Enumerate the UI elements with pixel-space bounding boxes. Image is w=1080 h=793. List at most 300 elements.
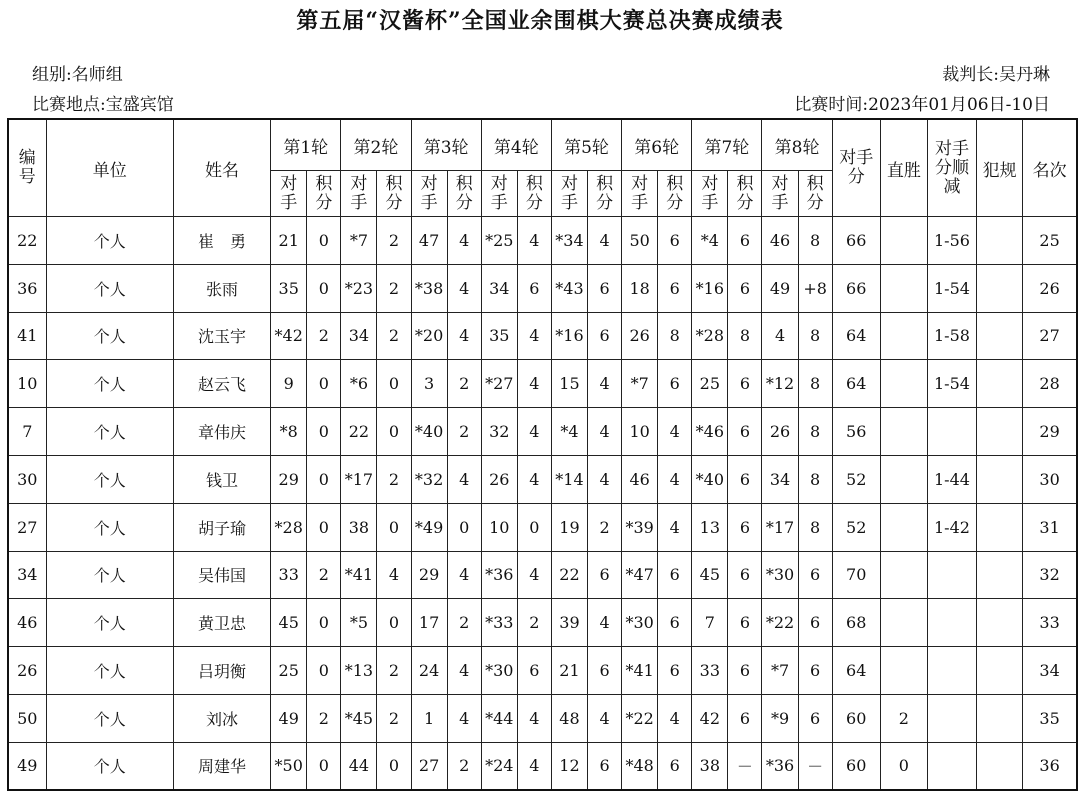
cell-round-6-opponent: *7 <box>622 360 658 408</box>
cell-round-3-points: 4 <box>447 264 481 312</box>
cell-round-7-opponent: 13 <box>692 503 728 551</box>
cell-name: 刘冰 <box>173 694 270 742</box>
table-row <box>8 599 1077 647</box>
cell-round-6-opponent: *41 <box>622 647 658 695</box>
header-round-6-points: 积 分 <box>658 171 692 217</box>
cell-round-5-points: 4 <box>588 455 622 503</box>
table-row <box>8 264 1077 312</box>
cell-round-3-opponent: 3 <box>411 360 447 408</box>
cell-round-4-opponent: *25 <box>481 217 517 265</box>
cell-round-6-opponent: *47 <box>622 551 658 599</box>
cell-round-5-points: 6 <box>588 647 622 695</box>
cell-opponent-tiebreak: 1-42 <box>927 503 976 551</box>
cell-round-1-opponent: 25 <box>271 647 307 695</box>
cell-round-7-points: － <box>728 742 762 790</box>
cell-round-6-points: 6 <box>658 264 692 312</box>
table-row <box>8 360 1077 408</box>
cell-round-1-opponent: 35 <box>271 264 307 312</box>
cell-round-1-points: 2 <box>307 551 341 599</box>
cell-round-2-opponent: *7 <box>341 217 377 265</box>
cell-round-4-opponent: *36 <box>481 551 517 599</box>
cell-round-6-points: 4 <box>658 503 692 551</box>
cell-round-5-opponent: 19 <box>551 503 587 551</box>
header-opponent-score: 对手 分 <box>832 119 880 217</box>
cell-name: 周建华 <box>173 742 270 790</box>
cell-round-1-opponent: 9 <box>271 360 307 408</box>
cell-name: 章伟庆 <box>173 408 270 456</box>
cell-foul <box>977 408 1023 456</box>
cell-round-2-points: 2 <box>377 264 411 312</box>
cell-opponent-tiebreak: 1-56 <box>927 217 976 265</box>
cell-round-8-points: 6 <box>798 647 832 695</box>
cell-round-4-points: 4 <box>517 742 551 790</box>
cell-unit: 个人 <box>46 264 173 312</box>
cell-round-2-points: 2 <box>377 694 411 742</box>
cell-round-8-points: 6 <box>798 599 832 647</box>
table-row <box>8 694 1077 742</box>
cell-round-2-points: 2 <box>377 455 411 503</box>
cell-round-6-opponent: *48 <box>622 742 658 790</box>
cell-round-5-points: 4 <box>588 408 622 456</box>
cell-round-3-points: 4 <box>447 694 481 742</box>
cell-round-7-points: 6 <box>728 694 762 742</box>
cell-round-4-points: 4 <box>517 312 551 360</box>
header-round-6: 第6轮 <box>622 119 692 171</box>
cell-round-8-opponent: 26 <box>762 408 798 456</box>
header-round-5-points: 积 分 <box>588 171 622 217</box>
header-round-5-opponent: 对 手 <box>551 171 587 217</box>
cell-rank: 25 <box>1023 217 1077 265</box>
cell-name: 崔 勇 <box>173 217 270 265</box>
cell-unit: 个人 <box>46 694 173 742</box>
header-round-4-opponent: 对 手 <box>481 171 517 217</box>
cell-round-5-opponent: *16 <box>551 312 587 360</box>
cell-round-7-opponent: *28 <box>692 312 728 360</box>
cell-round-1-points: 0 <box>307 360 341 408</box>
cell-round-5-opponent: 39 <box>551 599 587 647</box>
cell-round-8-opponent: *17 <box>762 503 798 551</box>
cell-number: 22 <box>8 217 46 265</box>
time-label: 比赛时间:2023年01月06日-10日 <box>794 95 1050 115</box>
cell-round-1-opponent: *8 <box>271 408 307 456</box>
cell-round-8-points: 8 <box>798 503 832 551</box>
cell-round-4-opponent: 32 <box>481 408 517 456</box>
cell-unit: 个人 <box>46 360 173 408</box>
cell-unit: 个人 <box>46 647 173 695</box>
header-rank: 名次 <box>1023 119 1077 217</box>
cell-round-6-opponent: 46 <box>622 455 658 503</box>
cell-round-8-opponent: 49 <box>762 264 798 312</box>
cell-round-1-points: 0 <box>307 217 341 265</box>
cell-round-2-points: 0 <box>377 360 411 408</box>
cell-head-to-head <box>880 455 927 503</box>
cell-round-2-points: 0 <box>377 408 411 456</box>
cell-head-to-head: 2 <box>880 694 927 742</box>
cell-round-5-points: 4 <box>588 599 622 647</box>
table-row <box>8 551 1077 599</box>
cell-round-2-opponent: *13 <box>341 647 377 695</box>
cell-round-7-points: 8 <box>728 312 762 360</box>
cell-rank: 36 <box>1023 742 1077 790</box>
cell-round-6-points: 6 <box>658 742 692 790</box>
cell-round-5-opponent: 15 <box>551 360 587 408</box>
header-round-3: 第3轮 <box>411 119 481 171</box>
cell-round-7-opponent: 25 <box>692 360 728 408</box>
cell-round-3-points: 4 <box>447 217 481 265</box>
cell-round-3-opponent: *38 <box>411 264 447 312</box>
cell-name: 吕玥衡 <box>173 647 270 695</box>
table-row <box>8 217 1077 265</box>
cell-opponent-score: 70 <box>832 551 880 599</box>
header-head-to-head: 直胜 <box>880 119 927 217</box>
cell-opponent-score: 56 <box>832 408 880 456</box>
cell-round-5-opponent: *43 <box>551 264 587 312</box>
cell-round-3-points: 2 <box>447 408 481 456</box>
cell-round-7-points: 6 <box>728 360 762 408</box>
cell-name: 黄卫忠 <box>173 599 270 647</box>
cell-round-8-opponent: *22 <box>762 599 798 647</box>
cell-head-to-head <box>880 312 927 360</box>
cell-head-to-head <box>880 599 927 647</box>
cell-name: 赵云飞 <box>173 360 270 408</box>
cell-unit: 个人 <box>46 599 173 647</box>
cell-round-4-opponent: 10 <box>481 503 517 551</box>
cell-round-6-points: 6 <box>658 551 692 599</box>
cell-number: 10 <box>8 360 46 408</box>
cell-round-7-points: 6 <box>728 599 762 647</box>
cell-foul <box>977 264 1023 312</box>
cell-round-8-points: 8 <box>798 455 832 503</box>
cell-foul <box>977 312 1023 360</box>
cell-round-7-opponent: *4 <box>692 217 728 265</box>
cell-round-7-points: 6 <box>728 264 762 312</box>
cell-round-3-points: 4 <box>447 312 481 360</box>
cell-round-4-points: 4 <box>517 217 551 265</box>
header-number: 编 号 <box>8 119 46 217</box>
cell-round-4-opponent: 34 <box>481 264 517 312</box>
cell-opponent-tiebreak: 1-44 <box>927 455 976 503</box>
header-foul: 犯规 <box>977 119 1023 217</box>
header-round-2-points: 积 分 <box>377 171 411 217</box>
cell-round-1-opponent: *28 <box>271 503 307 551</box>
cell-round-6-points: 4 <box>658 694 692 742</box>
cell-rank: 27 <box>1023 312 1077 360</box>
cell-head-to-head <box>880 503 927 551</box>
cell-round-2-points: 2 <box>377 312 411 360</box>
cell-foul <box>977 694 1023 742</box>
cell-round-5-points: 4 <box>588 360 622 408</box>
cell-round-2-points: 0 <box>377 503 411 551</box>
cell-round-6-points: 4 <box>658 408 692 456</box>
cell-name: 沈玉宇 <box>173 312 270 360</box>
cell-round-3-points: 2 <box>447 599 481 647</box>
cell-rank: 31 <box>1023 503 1077 551</box>
cell-round-2-opponent: *23 <box>341 264 377 312</box>
cell-number: 50 <box>8 694 46 742</box>
header-round-7-opponent: 对 手 <box>692 171 728 217</box>
cell-round-5-opponent: 48 <box>551 694 587 742</box>
cell-round-3-opponent: *20 <box>411 312 447 360</box>
cell-round-6-opponent: 50 <box>622 217 658 265</box>
cell-round-7-points: 6 <box>728 503 762 551</box>
cell-round-5-points: 2 <box>588 503 622 551</box>
header-round-3-opponent: 对 手 <box>411 171 447 217</box>
cell-round-8-opponent: 34 <box>762 455 798 503</box>
cell-opponent-tiebreak <box>927 599 976 647</box>
cell-round-6-points: 4 <box>658 455 692 503</box>
cell-rank: 35 <box>1023 694 1077 742</box>
table-row <box>8 647 1077 695</box>
cell-round-1-points: 0 <box>307 408 341 456</box>
cell-name: 吴伟国 <box>173 551 270 599</box>
table-row <box>8 312 1077 360</box>
cell-number: 36 <box>8 264 46 312</box>
cell-round-3-points: 4 <box>447 551 481 599</box>
cell-round-2-opponent: 38 <box>341 503 377 551</box>
table-row <box>8 455 1077 503</box>
cell-round-8-opponent: *30 <box>762 551 798 599</box>
cell-unit: 个人 <box>46 312 173 360</box>
cell-round-4-points: 0 <box>517 503 551 551</box>
cell-round-8-points: 8 <box>798 217 832 265</box>
cell-round-5-opponent: 12 <box>551 742 587 790</box>
cell-round-8-points: 8 <box>798 360 832 408</box>
cell-unit: 个人 <box>46 503 173 551</box>
header-round-8-points: 积 分 <box>798 171 832 217</box>
cell-number: 34 <box>8 551 46 599</box>
cell-head-to-head <box>880 217 927 265</box>
cell-head-to-head <box>880 551 927 599</box>
cell-round-4-opponent: *44 <box>481 694 517 742</box>
cell-rank: 30 <box>1023 455 1077 503</box>
header-opponent-tiebreak: 对手 分顺 减 <box>927 119 976 217</box>
cell-opponent-tiebreak <box>927 551 976 599</box>
cell-rank: 29 <box>1023 408 1077 456</box>
cell-foul <box>977 551 1023 599</box>
cell-round-1-opponent: 49 <box>271 694 307 742</box>
cell-round-1-opponent: *50 <box>271 742 307 790</box>
cell-head-to-head <box>880 647 927 695</box>
cell-unit: 个人 <box>46 742 173 790</box>
header-round-1-points: 积 分 <box>307 171 341 217</box>
cell-unit: 个人 <box>46 217 173 265</box>
cell-round-3-points: 2 <box>447 742 481 790</box>
cell-round-8-opponent: *9 <box>762 694 798 742</box>
cell-number: 49 <box>8 742 46 790</box>
cell-foul <box>977 647 1023 695</box>
header-round-2: 第2轮 <box>341 119 411 171</box>
cell-round-7-opponent: 33 <box>692 647 728 695</box>
cell-foul <box>977 599 1023 647</box>
cell-round-2-points: 2 <box>377 647 411 695</box>
cell-unit: 个人 <box>46 551 173 599</box>
cell-round-6-opponent: 10 <box>622 408 658 456</box>
cell-round-8-points: +8 <box>798 264 832 312</box>
cell-round-3-points: 2 <box>447 360 481 408</box>
cell-round-3-opponent: 27 <box>411 742 447 790</box>
cell-round-5-points: 4 <box>588 217 622 265</box>
cell-round-1-opponent: 21 <box>271 217 307 265</box>
cell-round-1-opponent: *42 <box>271 312 307 360</box>
cell-round-5-points: 4 <box>588 694 622 742</box>
cell-round-4-opponent: *24 <box>481 742 517 790</box>
cell-round-1-points: 0 <box>307 503 341 551</box>
cell-round-2-opponent: *5 <box>341 599 377 647</box>
cell-number: 27 <box>8 503 46 551</box>
cell-round-3-points: 4 <box>447 647 481 695</box>
cell-round-6-points: 8 <box>658 312 692 360</box>
header-round-1-opponent: 对 手 <box>271 171 307 217</box>
header-round-6-opponent: 对 手 <box>622 171 658 217</box>
cell-round-3-opponent: *40 <box>411 408 447 456</box>
cell-round-8-points: 6 <box>798 694 832 742</box>
cell-round-4-points: 2 <box>517 599 551 647</box>
cell-number: 46 <box>8 599 46 647</box>
cell-round-5-points: 6 <box>588 551 622 599</box>
cell-number: 26 <box>8 647 46 695</box>
cell-round-4-points: 4 <box>517 455 551 503</box>
cell-round-3-opponent: 1 <box>411 694 447 742</box>
cell-name: 胡子瑜 <box>173 503 270 551</box>
cell-round-6-opponent: 26 <box>622 312 658 360</box>
cell-round-8-points: 8 <box>798 408 832 456</box>
cell-number: 7 <box>8 408 46 456</box>
cell-round-6-opponent: *22 <box>622 694 658 742</box>
cell-round-6-points: 6 <box>658 217 692 265</box>
cell-round-6-points: 6 <box>658 360 692 408</box>
cell-round-5-opponent: 22 <box>551 551 587 599</box>
cell-round-5-points: 6 <box>588 312 622 360</box>
header-round-8: 第8轮 <box>762 119 832 171</box>
cell-round-4-opponent: *33 <box>481 599 517 647</box>
cell-round-7-opponent: *16 <box>692 264 728 312</box>
cell-round-4-points: 6 <box>517 647 551 695</box>
cell-round-7-points: 6 <box>728 551 762 599</box>
referee-label: 裁判长:吴丹琳 <box>942 65 1050 85</box>
cell-round-3-points: 4 <box>447 455 481 503</box>
cell-round-8-opponent: 46 <box>762 217 798 265</box>
cell-round-1-points: 2 <box>307 694 341 742</box>
cell-round-8-points: － <box>798 742 832 790</box>
cell-foul <box>977 742 1023 790</box>
cell-round-7-opponent: 45 <box>692 551 728 599</box>
header-round-4-points: 积 分 <box>517 171 551 217</box>
cell-round-2-opponent: 34 <box>341 312 377 360</box>
cell-opponent-tiebreak <box>927 694 976 742</box>
cell-opponent-score: 64 <box>832 312 880 360</box>
cell-head-to-head <box>880 408 927 456</box>
cell-round-5-opponent: *4 <box>551 408 587 456</box>
cell-opponent-score: 68 <box>832 599 880 647</box>
cell-opponent-score: 66 <box>832 264 880 312</box>
cell-foul <box>977 360 1023 408</box>
cell-round-1-opponent: 45 <box>271 599 307 647</box>
cell-round-4-opponent: *27 <box>481 360 517 408</box>
cell-round-8-opponent: *7 <box>762 647 798 695</box>
cell-opponent-score: 60 <box>832 742 880 790</box>
cell-round-3-points: 0 <box>447 503 481 551</box>
cell-rank: 34 <box>1023 647 1077 695</box>
cell-round-5-opponent: 21 <box>551 647 587 695</box>
cell-round-2-opponent: *41 <box>341 551 377 599</box>
cell-round-4-points: 4 <box>517 360 551 408</box>
cell-round-1-points: 0 <box>307 455 341 503</box>
cell-rank: 28 <box>1023 360 1077 408</box>
cell-opponent-score: 64 <box>832 360 880 408</box>
table-row <box>8 742 1077 790</box>
cell-head-to-head <box>880 360 927 408</box>
cell-round-1-points: 2 <box>307 312 341 360</box>
cell-opponent-tiebreak: 1-58 <box>927 312 976 360</box>
header-round-5: 第5轮 <box>551 119 621 171</box>
cell-head-to-head: 0 <box>880 742 927 790</box>
cell-round-3-opponent: 17 <box>411 599 447 647</box>
cell-round-2-points: 4 <box>377 551 411 599</box>
cell-number: 41 <box>8 312 46 360</box>
cell-number: 30 <box>8 455 46 503</box>
cell-opponent-score: 60 <box>832 694 880 742</box>
cell-round-4-opponent: *30 <box>481 647 517 695</box>
cell-round-2-points: 0 <box>377 742 411 790</box>
cell-round-8-opponent: 4 <box>762 312 798 360</box>
cell-round-6-opponent: *39 <box>622 503 658 551</box>
cell-round-5-points: 6 <box>588 264 622 312</box>
cell-round-6-opponent: 18 <box>622 264 658 312</box>
cell-round-2-opponent: 44 <box>341 742 377 790</box>
header-unit: 单位 <box>46 119 173 217</box>
cell-round-1-points: 0 <box>307 742 341 790</box>
page-title: 第五届“汉酱杯”全国业余围棋大赛总决赛成绩表 <box>296 8 784 34</box>
cell-round-7-opponent: 7 <box>692 599 728 647</box>
cell-round-7-opponent: *46 <box>692 408 728 456</box>
header-round-7-points: 积 分 <box>728 171 762 217</box>
cell-round-4-points: 6 <box>517 264 551 312</box>
cell-round-3-opponent: 24 <box>411 647 447 695</box>
cell-opponent-score: 64 <box>832 647 880 695</box>
venue-label: 比赛地点:宝盛宾馆 <box>32 95 174 115</box>
cell-opponent-tiebreak: 1-54 <box>927 360 976 408</box>
cell-round-7-points: 6 <box>728 217 762 265</box>
cell-foul <box>977 503 1023 551</box>
cell-round-1-opponent: 29 <box>271 455 307 503</box>
header-round-8-opponent: 对 手 <box>762 171 798 217</box>
cell-name: 钱卫 <box>173 455 270 503</box>
cell-opponent-score: 66 <box>832 217 880 265</box>
cell-round-5-points: 6 <box>588 742 622 790</box>
cell-round-1-points: 0 <box>307 647 341 695</box>
cell-opponent-tiebreak: 1-54 <box>927 264 976 312</box>
cell-round-6-opponent: *30 <box>622 599 658 647</box>
cell-foul <box>977 455 1023 503</box>
cell-round-7-opponent: *40 <box>692 455 728 503</box>
cell-round-4-points: 4 <box>517 551 551 599</box>
cell-opponent-tiebreak <box>927 742 976 790</box>
cell-round-4-points: 4 <box>517 408 551 456</box>
cell-round-1-opponent: 33 <box>271 551 307 599</box>
cell-round-8-opponent: *12 <box>762 360 798 408</box>
cell-rank: 32 <box>1023 551 1077 599</box>
cell-round-2-opponent: 22 <box>341 408 377 456</box>
cell-round-7-points: 6 <box>728 455 762 503</box>
cell-opponent-score: 52 <box>832 503 880 551</box>
cell-round-4-opponent: 26 <box>481 455 517 503</box>
cell-round-1-points: 0 <box>307 599 341 647</box>
header-round-7: 第7轮 <box>692 119 762 171</box>
cell-round-6-points: 6 <box>658 647 692 695</box>
cell-unit: 个人 <box>46 408 173 456</box>
cell-round-6-points: 6 <box>658 599 692 647</box>
table-row <box>8 408 1077 456</box>
